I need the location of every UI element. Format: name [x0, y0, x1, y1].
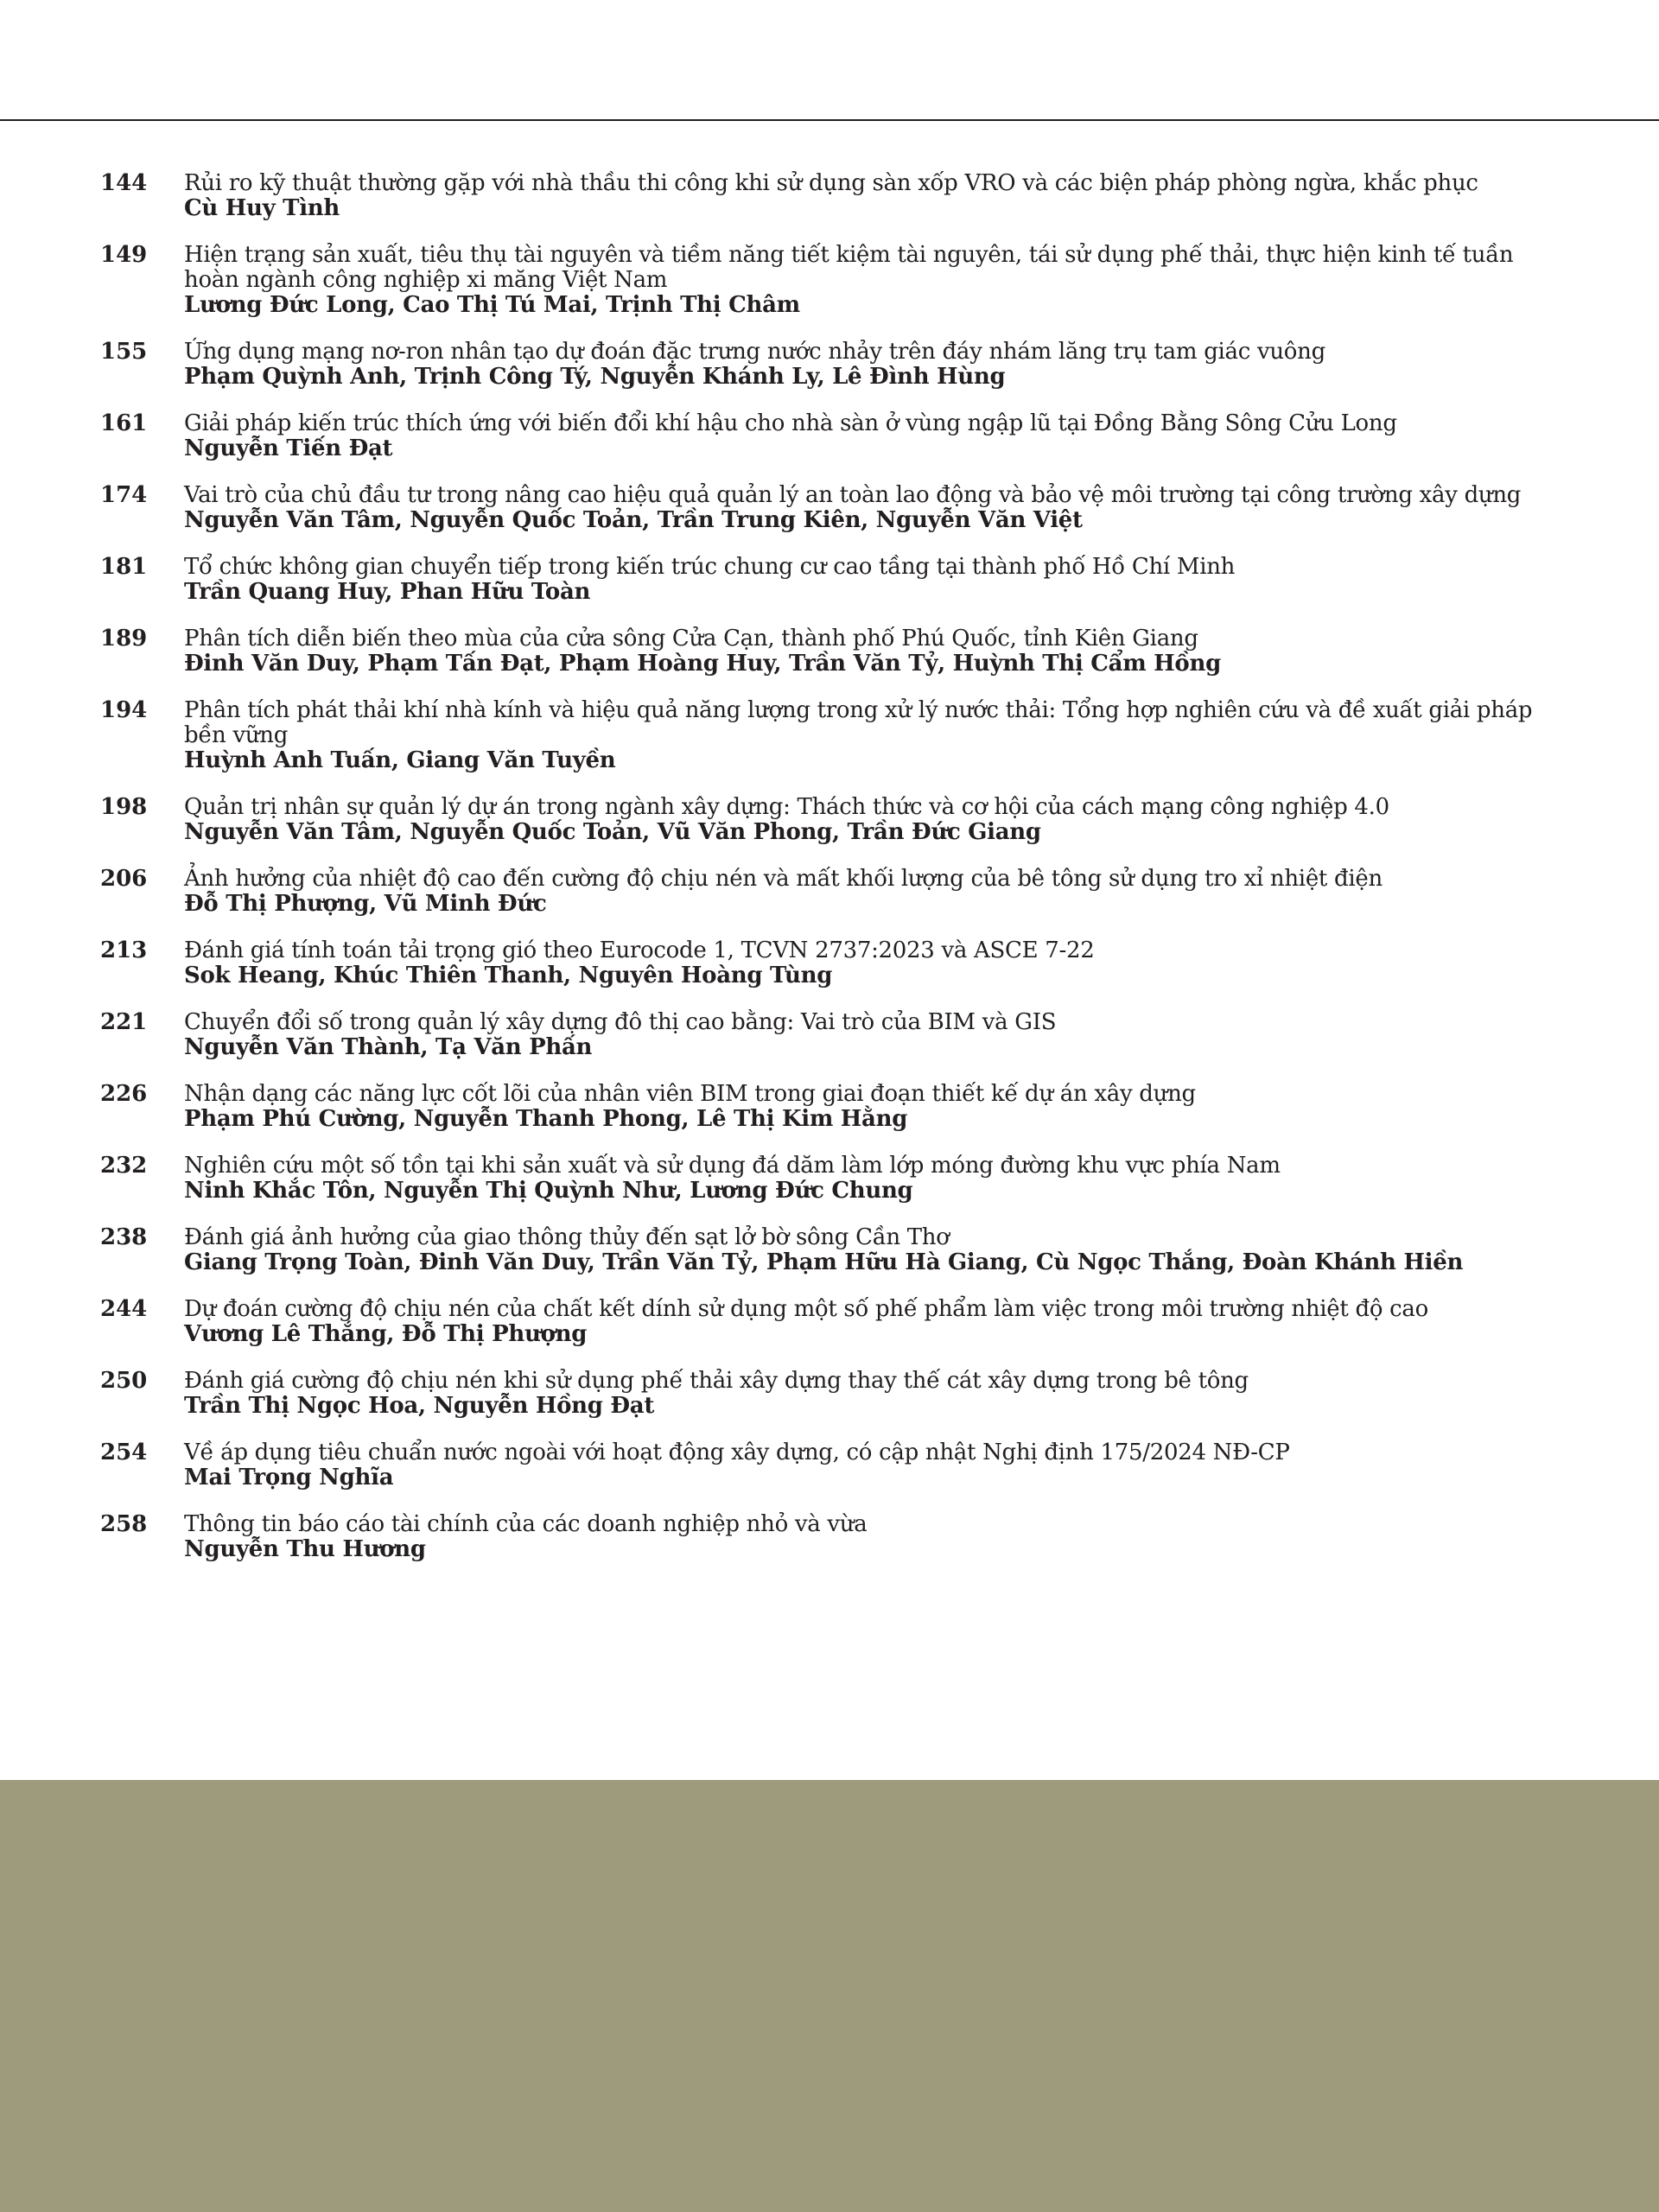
toc-article-title: Quản trị nhân sự quản lý dự án trong ngành xây dựng: Thách thức và cơ hội của cách mạng công nghiệp 4.0: [184, 794, 1389, 820]
toc-article-authors: Vương Lê Thắng, Đỗ Thị Phượng: [184, 1321, 588, 1347]
toc-article-authors: Phạm Quỳnh Anh, Trịnh Công Tý, Nguyễn Khánh Ly, Lê Đình Hùng: [184, 364, 1006, 390]
toc-article-title: Đánh giá cường độ chịu nén khi sử dụng phế thải xây dựng thay thế cát xây dựng trong bê tông: [184, 1368, 1249, 1394]
toc-page-number: 250: [100, 1368, 148, 1394]
toc-article-authors: Sok Heang, Khúc Thiên Thanh, Nguyên Hoàng Tùng: [184, 963, 833, 988]
toc-page-number: 232: [100, 1153, 148, 1179]
toc-entry: [0, 1440, 1659, 1491]
toc-page-number: 238: [100, 1224, 148, 1250]
toc-article-title: Giải pháp kiến trúc thích ứng với biến đổi khí hậu cho nhà sàn ở vùng ngập lũ tại Đồng Bằng Sông Cửu Long: [184, 410, 1397, 436]
toc-article-authors: Phạm Phú Cường, Nguyễn Thanh Phong, Lê Thị Kim Hằng: [184, 1106, 908, 1132]
toc-page-number: 149: [100, 242, 148, 268]
toc-article-title: Dự đoán cường độ chịu nén của chất kết dính sử dụng một số phế phẩm làm việc trong môi trường nhiệt độ cao: [184, 1296, 1428, 1322]
toc-page-number: 221: [100, 1009, 148, 1035]
toc-entry: [0, 1512, 1659, 1562]
toc-article-title: Nhận dạng các năng lực cốt lõi của nhân viên BIM trong giai đoạn thiết kế dự án xây dựng: [184, 1081, 1196, 1107]
toc-page-number: 254: [100, 1440, 148, 1465]
toc-entry: [0, 171, 1659, 221]
toc-entry: [0, 243, 1659, 318]
toc-page-number: 213: [100, 938, 148, 963]
toc-entry: [0, 698, 1659, 773]
toc-page-number: 206: [100, 866, 148, 892]
table-of-contents: [0, 171, 1659, 1584]
toc-article-title: Tổ chức không gian chuyển tiếp trong kiến trúc chung cư cao tầng tại thành phố Hồ Chí Minh: [184, 554, 1236, 580]
toc-entry: [0, 1154, 1659, 1204]
toc-page-number: 258: [100, 1511, 148, 1537]
toc-article-title: Thông tin báo cáo tài chính của các doanh nghiệp nhỏ và vừa: [184, 1511, 868, 1537]
toc-article-authors: Ninh Khắc Tôn, Nguyễn Thị Quỳnh Như, Lương Đức Chung: [184, 1178, 913, 1204]
toc-entry: [0, 938, 1659, 988]
toc-article-authors: Lương Đức Long, Cao Thị Tú Mai, Trịnh Thị Châm: [184, 292, 800, 318]
toc-article-authors: Mai Trọng Nghĩa: [184, 1465, 394, 1491]
toc-page-number: 174: [100, 482, 148, 508]
toc-page-number: 155: [100, 339, 148, 365]
toc-entry: [0, 1082, 1659, 1132]
toc-article-authors: Nguyễn Tiến Đạt: [184, 435, 393, 461]
toc-article-title: Chuyển đổi số trong quản lý xây dựng đô thị cao bằng: Vai trò của BIM và GIS: [184, 1009, 1057, 1035]
toc-entry: [0, 1369, 1659, 1419]
toc-entry: [0, 1225, 1659, 1275]
toc-article-authors: Đỗ Thị Phượng, Vũ Minh Đức: [184, 891, 547, 917]
toc-article-authors: Cù Huy Tình: [184, 195, 340, 221]
toc-entry: [0, 411, 1659, 461]
toc-entry: [0, 626, 1659, 677]
toc-entry: [0, 483, 1659, 533]
toc-article-authors: Trần Thị Ngọc Hoa, Nguyễn Hồng Đạt: [184, 1393, 655, 1419]
footer-band: [0, 1780, 1659, 2212]
toc-article-title: Vai trò của chủ đầu tư trong nâng cao hiệu quả quản lý an toàn lao động và bảo vệ môi trường tại công trường xây dựng: [184, 482, 1522, 508]
toc-page-number: 244: [100, 1296, 148, 1322]
toc-article-authors: Nguyễn Thu Hương: [184, 1536, 426, 1562]
toc-article-authors: Giang Trọng Toàn, Đinh Văn Duy, Trần Văn Tỷ, Phạm Hữu Hà Giang, Cù Ngọc Thắng, Đoàn Khánh Hiền: [184, 1249, 1464, 1275]
toc-page-number: 181: [100, 554, 148, 580]
toc-article-authors: Trần Quang Huy, Phan Hữu Toàn: [184, 579, 591, 605]
toc-entry: [0, 340, 1659, 390]
toc-article-authors: Nguyễn Văn Thành, Tạ Văn Phấn: [184, 1034, 593, 1060]
toc-article-authors: Huỳnh Anh Tuấn, Giang Văn Tuyền: [184, 747, 616, 773]
toc-page-number: 189: [100, 626, 148, 652]
toc-article-title: Đánh giá tính toán tải trọng gió theo Eurocode 1, TCVN 2737:2023 và ASCE 7-22: [184, 938, 1095, 963]
toc-entry: [0, 795, 1659, 845]
toc-article-title: Nghiên cứu một số tồn tại khi sản xuất và sử dụng đá dăm làm lớp móng đường khu vực phía Nam: [184, 1153, 1281, 1179]
toc-article-title: Rủi ro kỹ thuật thường gặp với nhà thầu thi công khi sử dụng sàn xốp VRO và các biện pháp phòng ngừa, khắc phục: [184, 170, 1478, 196]
toc-article-title: Phân tích diễn biến theo mùa của cửa sông Cửa Cạn, thành phố Phú Quốc, tỉnh Kiên Giang: [184, 626, 1198, 652]
toc-page-number: 226: [100, 1081, 148, 1107]
toc-entry: [0, 1010, 1659, 1060]
toc-page-number: 161: [100, 410, 148, 436]
toc-article-title: Hiện trạng sản xuất, tiêu thụ tài nguyên và tiềm năng tiết kiệm tài nguyên, tái sử dụng phế thải, thực hiện kinh tế tuần hoàn ngành công nghiệp xi măng Việt Nam: [184, 242, 1514, 293]
toc-article-title: Về áp dụng tiêu chuẩn nước ngoài với hoạt động xây dựng, có cập nhật Nghị định 175/2024 NĐ-CP: [184, 1440, 1290, 1465]
toc-entry: [0, 1297, 1659, 1347]
header-rule: [0, 119, 1659, 121]
toc-article-title: Đánh giá ảnh hưởng của giao thông thủy đến sạt lở bờ sông Cần Thơ: [184, 1224, 950, 1250]
toc-entry: [0, 867, 1659, 917]
toc-article-title: Ảnh hưởng của nhiệt độ cao đến cường độ chịu nén và mất khối lượng của bê tông sử dụng tro xỉ nhiệt điện: [184, 866, 1382, 892]
toc-entry: [0, 555, 1659, 605]
toc-article-authors: Nguyễn Văn Tâm, Nguyễn Quốc Toản, Trần Trung Kiên, Nguyễn Văn Việt: [184, 507, 1083, 533]
toc-article-title: Phân tích phát thải khí nhà kính và hiệu quả năng lượng trong xử lý nước thải: Tổng hợp nghiên cứu và đề xuất giải pháp bền vững: [184, 697, 1533, 748]
toc-article-title: Ứng dụng mạng nơ-ron nhân tạo dự đoán đặc trưng nước nhảy trên đáy nhám lăng trụ tam giác vuông: [184, 339, 1325, 365]
toc-page-number: 198: [100, 794, 148, 820]
toc-page-number: 144: [100, 170, 148, 196]
toc-article-authors: Nguyễn Văn Tâm, Nguyễn Quốc Toản, Vũ Văn Phong, Trần Đức Giang: [184, 819, 1041, 845]
toc-article-authors: Đinh Văn Duy, Phạm Tấn Đạt, Phạm Hoàng Huy, Trần Văn Tỷ, Huỳnh Thị Cẩm Hồng: [184, 651, 1221, 677]
toc-page-number: 194: [100, 697, 148, 723]
